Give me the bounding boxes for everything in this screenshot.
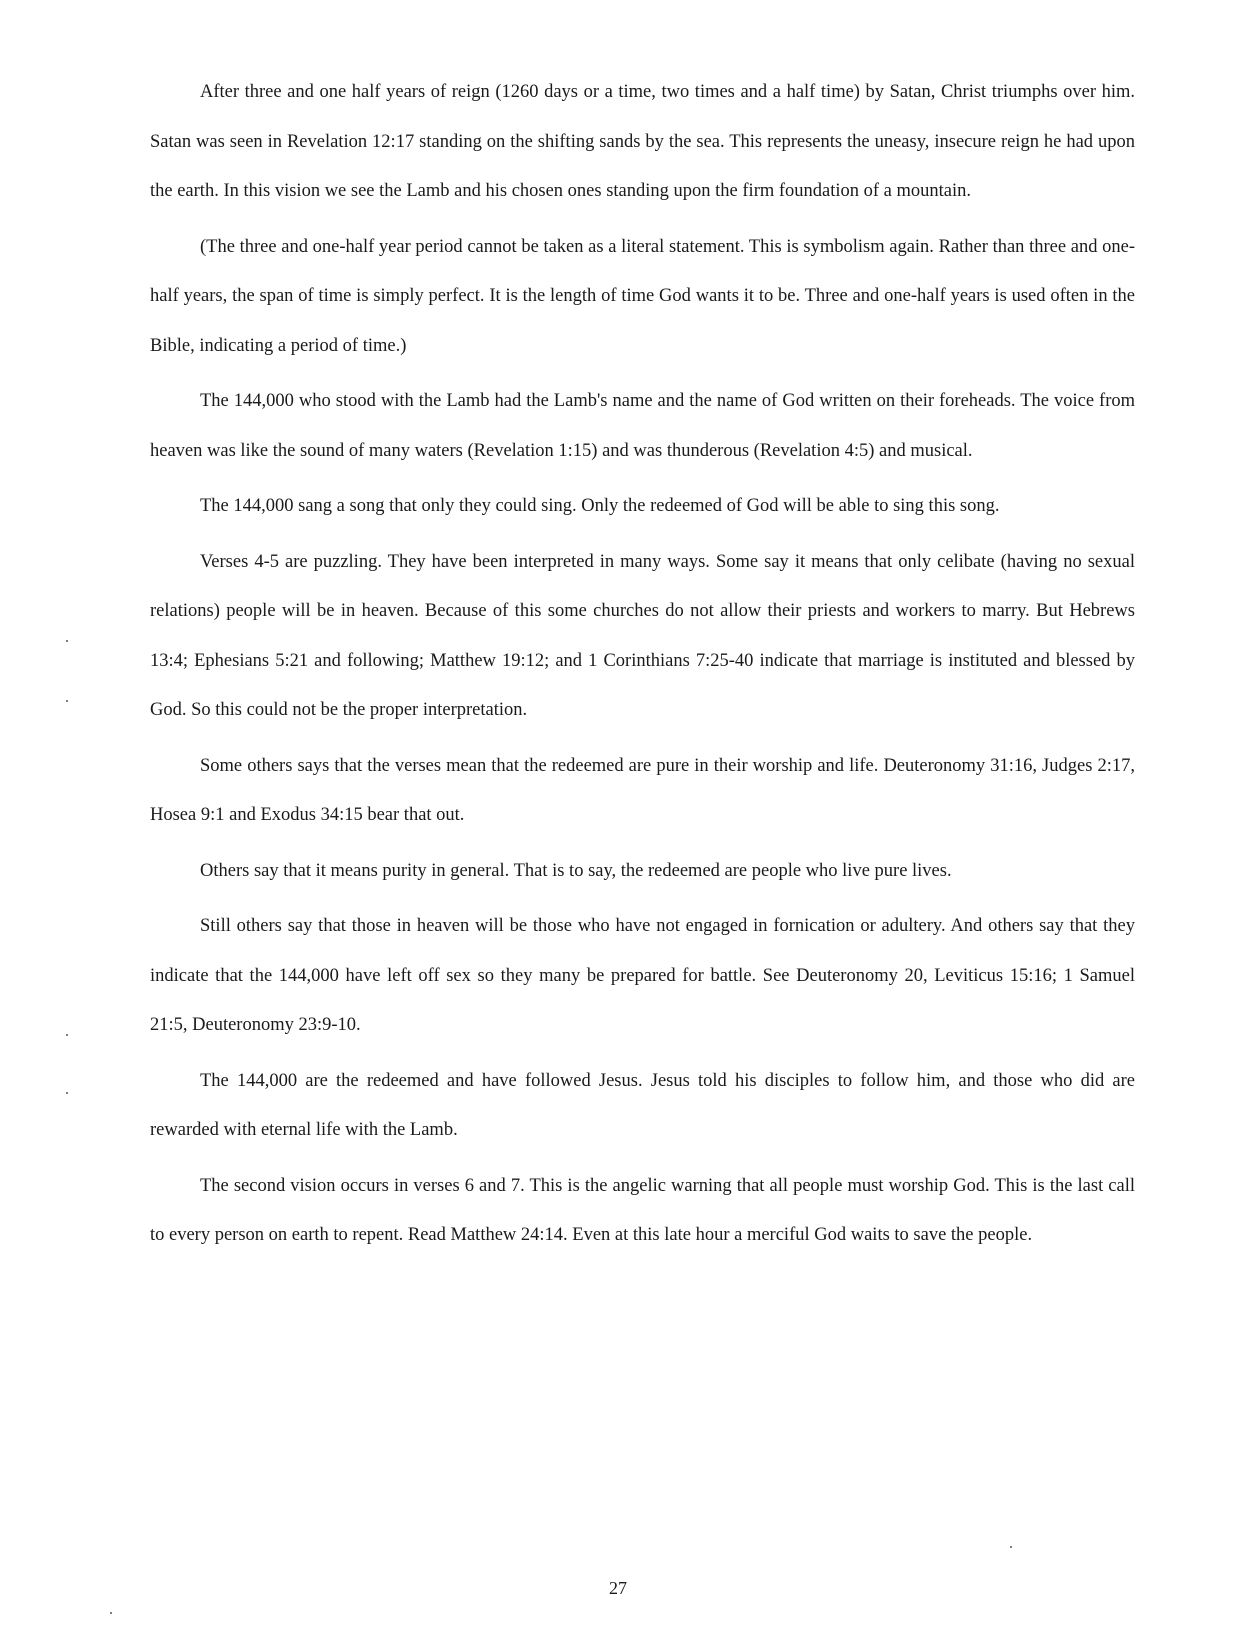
paragraph: Still others say that those in heaven will be those who have not engaged in fornication or adultery. And others say that they indicate that the 144,000 have left off sex so they many be prepared for battle. See Deuteronomy 20, Leviticus 15:16; 1 Samuel 21:5, Deuteronomy 23:9-10. — [150, 916, 1135, 1035]
scan-speck — [66, 1092, 68, 1094]
scan-speck — [110, 1612, 112, 1614]
paragraph: The 144,000 are the redeemed and have followed Jesus. Jesus told his disciples to follow him, and those who did are rewarded with eternal life with the Lamb. — [150, 1070, 1135, 1140]
scan-speck — [66, 700, 68, 702]
paragraph: Others say that it means purity in general. That is to say, the redeemed are people who live pure lives. — [200, 860, 952, 881]
paragraph: After three and one half years of reign (1260 days or a time, two times and a half time) by Satan, Christ triumphs over him. Satan was seen in Revelation 12:17 standing on the shifting sands by the sea. This represents the uneasy, insecure reign he had upon the earth. In this vision we see the Lamb and his chosen ones standing upon the firm foundation of a mountain. — [150, 82, 1135, 201]
paragraph: Verses 4-5 are puzzling. They have been interpreted in many ways. Some say it means that only celibate (having no sexual relations) people will be in heaven. Because of this some churches do not allow their priests and workers to marry. But Hebrews 13:4; Ephesians 5:21 and following; Matthew 19:12; and 1 Corinthians 7:25-40 indicate that marriage is instituted and blessed by God. So this could not be the proper interpretation. — [150, 551, 1135, 720]
paragraph: The second vision occurs in verses 6 and 7. This is the angelic warning that all people must worship God. This is the last call to every person on earth to repent. Read Matthew 24:14. Even at this late hour a merciful God waits to save the people. — [150, 1175, 1135, 1245]
scan-speck — [66, 1034, 68, 1036]
paragraph: Some others says that the verses mean that the redeemed are pure in their worship and life. Deuteronomy 31:16, Judges 2:17, Hosea 9:1 and Exodus 34:15 bear that out. — [150, 755, 1135, 825]
paragraph: The 144,000 who stood with the Lamb had the Lamb's name and the name of God written on their foreheads. The voice from heaven was like the sound of many waters (Revelation 1:15) and was thunderous (Revelation 4:5) and musical. — [150, 391, 1135, 461]
paragraph: The 144,000 sang a song that only they could sing. Only the redeemed of God will be able to sing this song. — [200, 496, 1000, 516]
scan-speck — [1010, 1546, 1012, 1548]
page-number: 27 — [609, 1578, 627, 1598]
paragraph: (The three and one-half year period cannot be taken as a literal statement. This is symbolism again. Rather than three and one- half years, the span of time is simply perfect. It is the length of time God wants it to be. Three and one-half years is used often in the Bible, indicating a period of time.) — [150, 236, 1135, 356]
body-text — [150, 68, 1135, 1267]
scan-speck — [66, 640, 68, 642]
